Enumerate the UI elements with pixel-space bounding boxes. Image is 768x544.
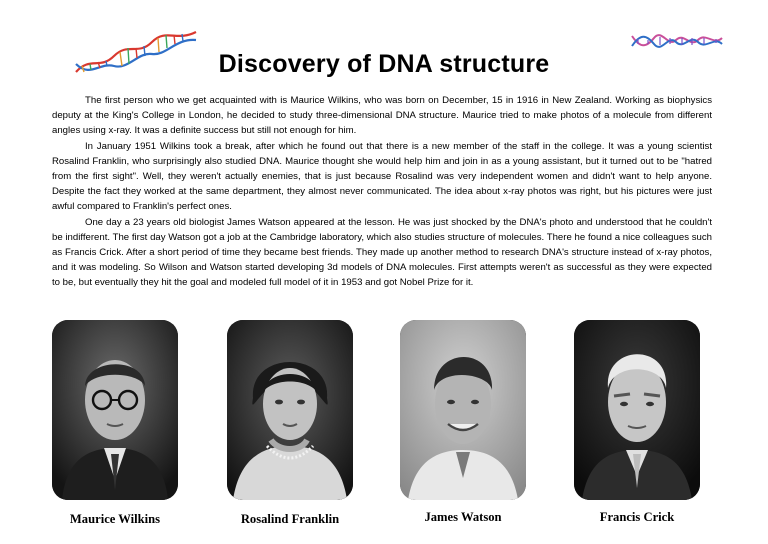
portrait-james-watson: [400, 320, 526, 500]
paragraph-franklin: In January 1951 Wilkins took a break, after which he found out that there is a new member of the staff in the college. It was a young scientist Rosalind Franklin, who surprisingly also studied DNA. Maurice thought she would help him and join in as a young assistant, but it turned out to be "hatred from the first sight". Well, they weren't actually enemies, that is just because Rosalind was very independent women and didn't want to help anyone. Despite the fact they worked at the same department, they almost never communicated. The idea about x-ray photos was right, but his pictures were just awful compared to Franklin's perfect ones.: [52, 140, 712, 213]
paragraph-wilkins: The first person who we get acquainted with is Maurice Wilkins, who was born on December, 15 in 1916 in New Zealand. Working as biophysics deputy at the King's College in London, he decided to study three-dimensional DNA structure. Maurice tried to make photos of a molecule from different angles using x-ray. It was a definite success but still not enough for him.: [52, 95, 712, 137]
dna-helix-small-icon: [630, 30, 724, 52]
paragraph-watson-crick: One day a 23 years old biologist James Watson appeared at the lesson. He was just shocked by the DNA's photo and understood that he couldn't be indifferent. The first day Watson got a job at the Cambridge laboratory, which also studies structure of molecules. There he found a nice colleagues such as Francis Crick. After a short period of time they became best friends. They made up another method to research DNA's structure instead of x-ray photos, and it was modeling. So Wilson and Watson started developing 3d models of DNA molecules. First attempts weren't as successful as they were expected to be, but eventually they hit the goal and modeled full model of it in 1953 and got Nobel Prize for it.: [52, 216, 712, 289]
caption-francis-crick: Francis Crick: [599, 510, 675, 524]
portrait-francis-crick: [574, 320, 700, 500]
page-title: Discovery of DNA structure: [218, 50, 550, 78]
portrait-maurice-wilkins: [52, 320, 178, 500]
caption-rosalind-franklin: Rosalind Franklin: [240, 512, 340, 526]
article-body: [52, 93, 712, 291]
caption-maurice-wilkins: Maurice Wilkins: [69, 512, 161, 526]
portrait-rosalind-franklin: [227, 320, 353, 500]
caption-james-watson: James Watson: [424, 510, 502, 524]
